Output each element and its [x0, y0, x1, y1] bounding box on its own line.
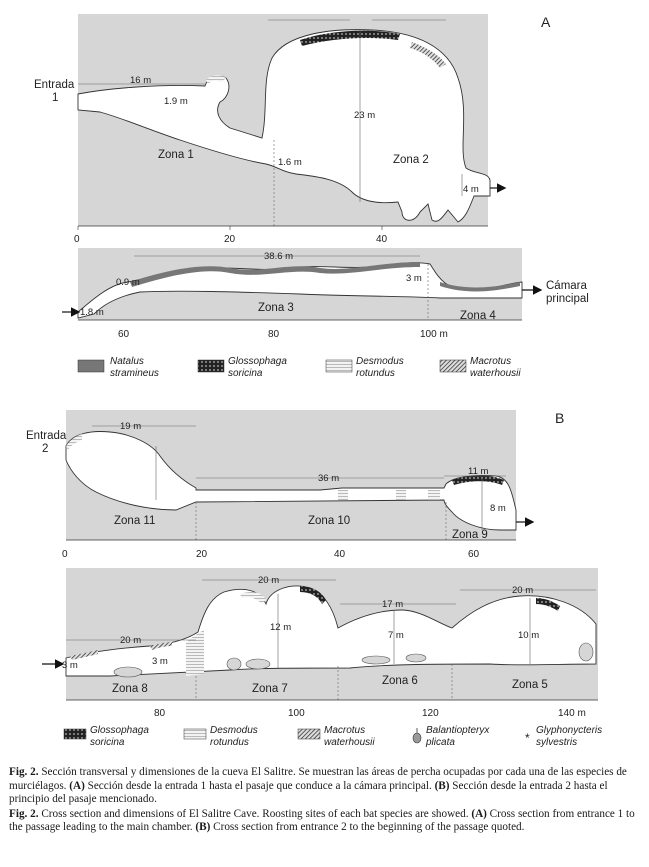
- zone-label: Zona 11: [114, 515, 156, 527]
- macrotus-swatch: [440, 360, 466, 372]
- tick-label: 20: [196, 549, 208, 560]
- tick-label: 120: [422, 708, 439, 719]
- dim-label: 1.6 m: [278, 157, 302, 168]
- legend-species: waterhousii: [324, 737, 375, 748]
- dim-label: 8 m: [490, 503, 506, 514]
- legend-genus: Balantiopteryx: [426, 725, 490, 736]
- tick-label: 80: [154, 708, 166, 719]
- tick-label: 80: [268, 329, 280, 340]
- dim-label: 23 m: [354, 110, 376, 121]
- entrance-number: 1: [52, 92, 59, 104]
- rock: [246, 659, 270, 669]
- dim-label: 1.8 m: [80, 307, 104, 318]
- zone-label: Zona 3: [258, 302, 294, 314]
- dim-label: 7 m: [388, 630, 404, 641]
- zone-label: Zona 8: [112, 683, 148, 695]
- dim-label: 20 m: [120, 635, 142, 646]
- zone-label: Zona 6: [382, 675, 418, 687]
- tick-label: 140 m: [558, 708, 586, 719]
- tick-label: 40: [334, 549, 346, 560]
- legend-genus: Glyphonycteris: [536, 725, 603, 736]
- tick-label: 20: [224, 234, 236, 245]
- dim-label: 10 m: [518, 630, 540, 641]
- dim-label: 20 m: [512, 585, 534, 596]
- dim-label: 17 m: [382, 599, 404, 610]
- macrotus-swatch: [298, 729, 320, 739]
- dim-label: 38.6 m: [264, 251, 294, 262]
- tick-label: 100: [288, 708, 305, 719]
- dim-label: 3 m: [152, 656, 168, 667]
- legend-species: soricina: [228, 368, 263, 379]
- legend-species: sylvestris: [536, 737, 578, 748]
- rock: [362, 656, 390, 664]
- desmodus-swatch: [184, 729, 206, 739]
- zone-label: Zona 7: [252, 683, 288, 695]
- rock: [227, 658, 241, 670]
- legend-genus: Macrotus: [470, 356, 512, 367]
- asterisk-symbol: *: [525, 731, 530, 745]
- rock: [579, 643, 593, 661]
- glossophaga-swatch: [198, 360, 224, 372]
- legend-species: plicata: [426, 737, 455, 748]
- dim-label: 16 m: [130, 75, 152, 86]
- desmodus-roost: [396, 490, 406, 500]
- legend-genus: Desmodus: [210, 725, 258, 736]
- panel-a-top: [78, 14, 504, 230]
- legend-genus: Glossophaga: [228, 356, 287, 367]
- dim-label: 36 m: [318, 473, 340, 484]
- natalus-swatch: [78, 360, 104, 372]
- exit-label: principal: [546, 293, 589, 305]
- panel-letter-b: B: [555, 410, 565, 426]
- legend-genus: Glossophaga: [90, 725, 149, 736]
- figure-caption: [9, 766, 637, 836]
- tick-label: 0: [74, 234, 80, 245]
- legend-genus: Macrotus: [324, 725, 366, 736]
- legend-species: waterhousii: [470, 368, 521, 379]
- rock: [114, 667, 142, 677]
- dim-label: 20 m: [258, 575, 280, 586]
- entrance-number: 2: [42, 443, 49, 455]
- zone-label: Zona 9: [452, 529, 488, 541]
- tick-label: 40: [376, 234, 388, 245]
- tick-label: 60: [468, 549, 480, 560]
- entrance-label: Entrada: [26, 430, 67, 442]
- dim-label: 3 m: [406, 273, 422, 284]
- legend-genus: Desmodus: [356, 356, 404, 367]
- entrance-label: Entrada: [34, 79, 75, 91]
- dim-label: 0.9 m: [116, 277, 140, 288]
- legend-species: rotundus: [356, 368, 395, 379]
- zone-label: Zona 10: [308, 515, 351, 527]
- balantiopteryx-symbol: [413, 728, 421, 743]
- zone-label: Zona 5: [512, 679, 548, 691]
- tick-label: 100 m: [420, 329, 448, 340]
- tick-label: 60: [118, 329, 130, 340]
- rock: [406, 654, 426, 662]
- desmodus-swatch: [326, 360, 352, 372]
- desmodus-roost: [428, 490, 440, 500]
- legend-species: rotundus: [210, 737, 249, 748]
- exit-label: Cámara: [546, 280, 587, 292]
- caption-en: Fig. 2. Cross section and dimensions of El Salitre Cave. Roosting sites of each bat species are showed. (A) Cross section from entrance 1 to the passage leading to the main chamber. (B) Cross section from entrance 2 to the beginning of the passage quoted.: [9, 807, 635, 834]
- panel-letter-a: A: [541, 14, 551, 30]
- zone-label: Zona 4: [460, 310, 496, 322]
- desmodus-roost: [338, 490, 348, 500]
- zone-label: Zona 2: [393, 154, 429, 166]
- glossophaga-swatch: [64, 729, 86, 739]
- legend-species: stramineus: [110, 368, 159, 379]
- dim-label: 4 m: [463, 184, 479, 195]
- tick-label: 0: [62, 549, 68, 560]
- dim-label: 1.9 m: [164, 96, 188, 107]
- dim-label: 3 m: [62, 660, 78, 671]
- caption-es: Fig. 2. Sección transversal y dimensiones de la cueva El Salitre. Se muestran las áreas de percha ocupadas por cada una de las especies de murciélagos. (A) Sección desde la entrada 1 hasta el pasaje que conduce a la cámara principal. (B) Sección desde la entrada 2 hasta el principio del pasaje mencionado.: [9, 766, 627, 806]
- legend-species: soricina: [90, 737, 125, 748]
- dim-label: 19 m: [120, 421, 142, 432]
- dim-label: 12 m: [270, 622, 292, 633]
- dim-label: 11 m: [468, 466, 489, 477]
- zone-label: Zona 1: [158, 149, 194, 161]
- legend-genus: Natalus: [110, 356, 144, 367]
